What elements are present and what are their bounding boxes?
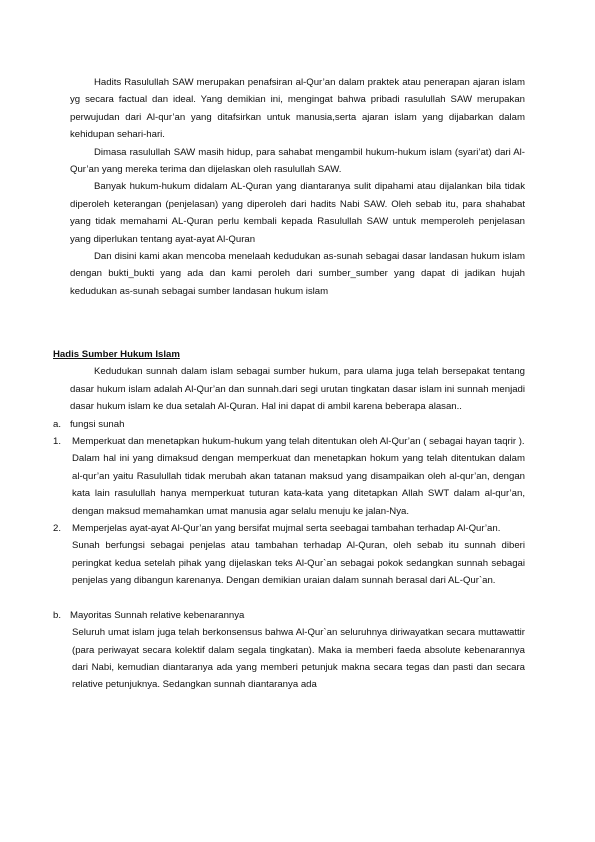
intro-section [70,74,525,300]
section-heading: Hadis Sumber Hukum Islam [53,349,180,360]
list-item-b [53,607,525,624]
spacer [53,590,525,607]
numbered-title-1: Memperkuat dan menetapkan hukum-hukum yang telah ditentukan oleh Al-Qur’an ( sebagai hayan taqrir ). [72,436,525,448]
numbered-marker-1: 1. [53,436,62,448]
intro-paragraph-4: Dan disini kami akan mencoba menelaah kedudukan as-sunah sebagai dasar landasan hukum islam dengan bukti_bukti yang ada dan kami peroleh dari sumber_sumber yang dapat di jadikan hujah kedudukan as-sunah sebagai sumber landasan hukum islam [70,251,525,297]
numbered-body-1: Dalam hal ini yang dimaksud dengan memperkuat dan menetapkan hokum yang telah ditentukan dalam al-qur’an yaitu Rasulullah tidak merubah akan tatanan maksud yang disampaikan oleh al-qur’an, dengan kata lain rasulullah hanya memperkuat tuturan kata-kata yang ditetapkan Allah SWT dalam al-qur’an, dengan maksud memahamkan umat manusia agar selalu menuju ke jalan-Nya. [72,453,525,517]
list-label-a: fungsi sunah [70,418,125,430]
list-body-b: Seluruh umat islam juga telah berkonsensus bahwa Al-Qur`an seluruhnya diriwayatkan secara muttawattir (para periwayat secara kolektif dalam segala tingkatan). Maka ia memberi faeda absolute kebenarannya dari Nabi, kemudian diantaranya ada yang memberi petunjuk makna secara tegas dan pasti dan secara relative petunjuknya. Sedangkan sunnah diantaranya ada [72,627,525,691]
list-item-a [53,416,525,433]
list-marker-b: b. [53,609,62,621]
numbered-item-2 [53,520,525,590]
intro-paragraph-2: Dimasa rasulullah SAW masih hidup, para sahabat mengambil hukum-hukum islam (syari’at) dari Al-Qur’an yang mereka terima dan dijelaskan oleh rasulullah SAW. [70,146,525,176]
intro-paragraph-1: Hadits Rasulullah SAW merupakan penafsiran al-Qur’an dalam praktek atau penerapan ajaran islam yg secara factual dan ideal. Yang demikian ini, mengingat bahwa pribadi rasulullah SAW merupakan perwujudan dari Al-qur’an yang ditafsirkan untuk manusia,serta ajaran islam yang dijabarkan dalam kehidupan sehari-hari. [70,77,525,141]
list-marker-a: a. [53,418,62,430]
numbered-item-1 [53,433,525,520]
numbered-marker-2: 2. [53,523,62,535]
list-label-b: Mayoritas Sunnah relative kebenarannya [70,609,245,621]
intro-paragraph-3: Banyak hukum-hukum didalam AL-Quran yang diantaranya sulit dipahami atau dijalankan bila tidak diperoleh keterangan (penjelasan) yang diperoleh dari hadits Nabi SAW. Oleh sebab itu, para shahabat yang tidak memahami AL-Quran perlu kembali kepada Rasulullah SAW untuk memperoleh penjelasan yang diperlukan tentang ayat-ayat Al-Quran [70,181,525,245]
numbered-title-2: Memperjelas ayat-ayat Al-Qur’an yang bersifat mujmal serta seebagai tambahan terhadap Al-Qur’an. [72,523,501,535]
hadis-section [53,346,525,694]
numbered-body-2: Sunah berfungsi sebagai penjelas atau tambahan terhadap Al-Quran, oleh sebab itu sunnah diberi peringkat kedua setelah pihak yang dijelaskan teks Al-Qur`an sebagai pokok sedangkan sunnah sebagai penjelas yang dibangun karenanya. Dengan demikian uraian dalam sunnah berasal dari AL-Qur`an. [72,540,525,587]
section-lead-paragraph: Kedudukan sunnah dalam islam sebagai sumber hukum, para ulama juga telah bersepakat tentang dasar hukum islam adalah Al-Qur’an dan sunnah.dari segi urutan tingkatan dasar islam ini sunnah menjadi dasar hukum islam ke dua setalah Al-Quran. Hal ini dapat di ambil karena beberapa alasan.. [70,366,525,413]
